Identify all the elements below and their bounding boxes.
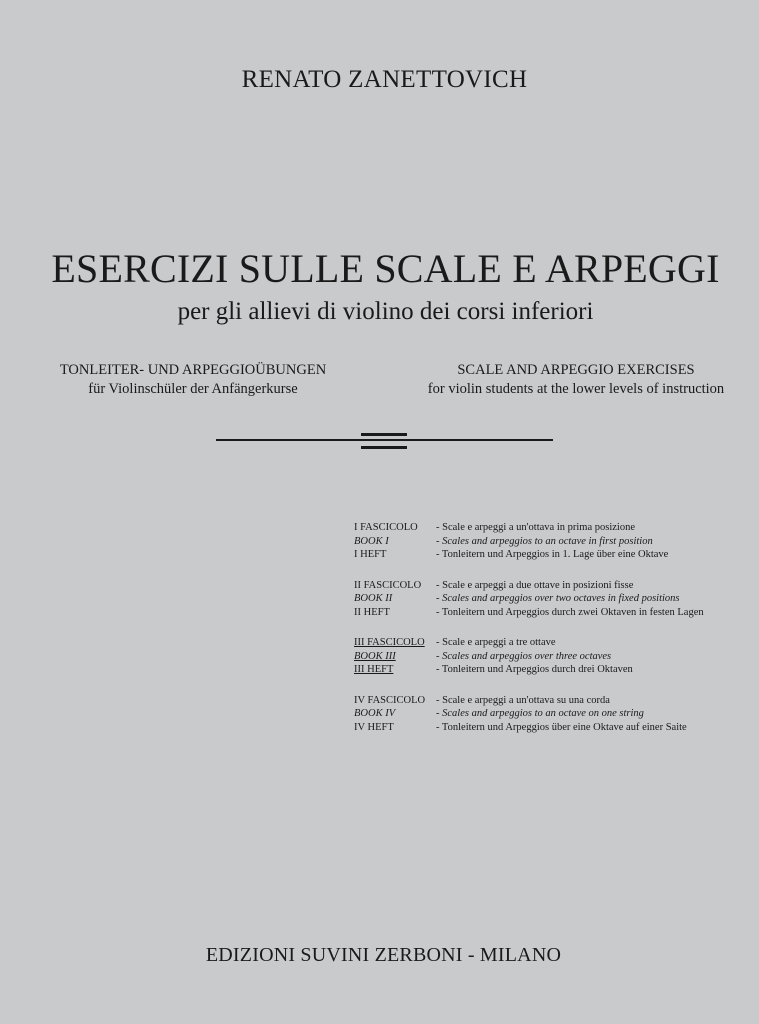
book-row-english (354, 707, 754, 721)
german-title: TONLEITER- UND ARPEGGIOÜBUNGEN (59, 362, 327, 378)
book-label: II FASCICOLO (354, 579, 422, 591)
book-description: - Scale e arpeggi a due ottave in posizioni fisse (436, 579, 634, 591)
german-title-block (40, 361, 346, 399)
book-description: - Scales and arpeggios to an octave in first position (436, 535, 653, 547)
book-group-1 (354, 521, 754, 562)
book-row-german (354, 721, 754, 735)
book-row-german (354, 606, 754, 620)
divider-bar-top (361, 433, 407, 436)
english-title-block (410, 361, 742, 399)
book-description: - Scale e arpeggi a tre ottave (436, 637, 556, 648)
book-row-italian (354, 579, 754, 593)
english-subtitle: for violin students at the lower levels of instruction (427, 381, 725, 397)
book-label: III HEFT (354, 664, 394, 675)
book-row-italian (354, 521, 754, 535)
page-subtitle: per gli allievi di violino dei corsi inferiori (177, 298, 594, 325)
divider-line (216, 439, 553, 441)
book-description: - Tonleitern und Arpeggios durch zwei Oktaven in festen Lagen (436, 606, 704, 618)
book-row-english (354, 535, 754, 549)
book-label: I HEFT (354, 549, 387, 560)
divider-ornament (216, 432, 553, 452)
book-row-english (354, 650, 754, 664)
english-title: SCALE AND ARPEGGIO EXERCISES (457, 362, 695, 378)
page-title: ESERCIZI SULLE SCALE E ARPEGGI (51, 246, 720, 291)
book-group-3 (354, 636, 754, 677)
book-description: - Tonleitern und Arpeggios über eine Oktave auf einer Saite (436, 721, 687, 733)
book-label: IV HEFT (354, 721, 394, 733)
book-description: - Scale e arpeggi a un'ottava in prima posizione (436, 522, 635, 533)
book-label: BOOK IV (354, 708, 396, 719)
book-row-german (354, 663, 754, 677)
book-label: II HEFT (354, 606, 390, 618)
book-label: BOOK II (354, 593, 393, 604)
book-label: III FASCICOLO (354, 637, 425, 648)
book-label: BOOK III (354, 650, 396, 662)
book-group-4 (354, 694, 754, 735)
book-description: - Tonleitern und Arpeggios in 1. Lage über eine Oktave (436, 549, 669, 560)
book-description: - Scales and arpeggios to an octave on one string (436, 708, 644, 719)
book-row-german (354, 548, 754, 562)
book-group-2 (354, 579, 754, 620)
author-name: RENATO ZANETTOVICH (241, 66, 528, 93)
book-label: I FASCICOLO (354, 522, 418, 533)
divider-bar-bottom (361, 446, 407, 449)
book-description: - Scale e arpeggi a un'ottava su una corda (436, 694, 610, 706)
books-list (354, 521, 754, 751)
book-description: - Scales and arpeggios over three octaves (436, 650, 612, 662)
german-subtitle: für Violinschüler der Anfängerkurse (88, 381, 298, 397)
book-row-italian (354, 636, 754, 650)
book-row-italian (354, 694, 754, 708)
book-description: - Tonleitern und Arpeggios durch drei Oktaven (436, 664, 633, 675)
publisher-name: EDIZIONI SUVINI ZERBONI - MILANO (205, 944, 562, 966)
book-label: IV FASCICOLO (354, 694, 426, 706)
book-label: BOOK I (354, 535, 389, 547)
book-description: - Scales and arpeggios over two octaves in fixed positions (436, 593, 680, 604)
book-row-english (354, 592, 754, 606)
